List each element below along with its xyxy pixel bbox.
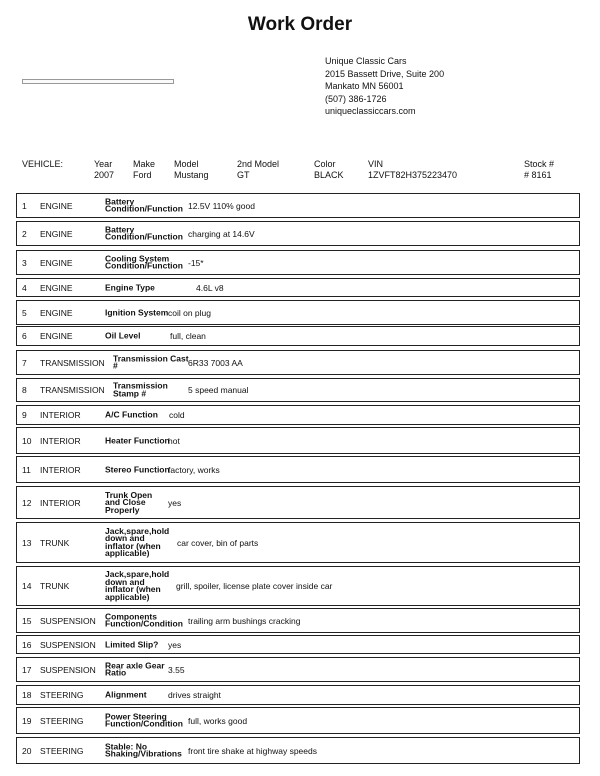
row-value: yes: [168, 497, 182, 508]
row-value: 4.6L v8: [196, 282, 224, 293]
table-row: [16, 378, 580, 402]
vehicle-year: [94, 159, 114, 181]
row-category: INTERIOR: [40, 497, 81, 508]
row-value: grill, spoiler, license plate cover inside car: [176, 581, 333, 591]
row-label: Jack,spare,hold down and inflator (when applicable): [105, 569, 170, 602]
table-row: [16, 350, 580, 375]
row-number: 1: [22, 200, 27, 211]
row-value: trailing arm bushings cracking: [188, 615, 301, 626]
row-number: 10: [22, 435, 32, 446]
row-number: 16: [22, 639, 32, 650]
company-web: uniqueclassiccars.com: [325, 106, 416, 117]
row-category: INTERIOR: [40, 464, 81, 475]
row-label: Transmission Cast #: [113, 353, 189, 371]
color-value: BLACK: [314, 170, 344, 180]
row-label: A/C Function: [105, 409, 158, 420]
table-row: [16, 250, 580, 275]
row-label: Stable: No Shaking/Vibrations: [105, 741, 182, 759]
vin-header: VIN: [368, 159, 384, 169]
row-value: charging at 14.6V: [188, 228, 255, 239]
row-value: coil on plug: [168, 307, 212, 318]
row-value: -15*: [188, 257, 204, 268]
row-number: 15: [22, 615, 32, 626]
vehicle-vin: [368, 159, 457, 181]
row-value: yes: [168, 639, 182, 650]
row-category: ENGINE: [40, 307, 73, 318]
row-label: Transmission Stamp #: [113, 380, 168, 398]
vehicle-model2: [237, 159, 279, 181]
row-category: STEERING: [40, 690, 84, 700]
table-row: [16, 707, 580, 734]
vehicle-stock: [524, 159, 554, 181]
row-category: TRANSMISSION: [40, 385, 105, 395]
row-label: Stereo Function: [105, 463, 170, 474]
row-category: ENGINE: [40, 331, 73, 341]
row-label: Power Steering Function/Condition: [105, 711, 183, 729]
row-category: SUSPENSION: [40, 639, 96, 650]
row-number: 17: [22, 664, 32, 675]
row-category: STEERING: [40, 745, 84, 756]
model2-header: 2nd Model: [237, 159, 280, 169]
row-label: Ignition System: [105, 306, 169, 317]
year-header: Year: [94, 159, 113, 169]
company-name: Unique Classic Cars: [325, 56, 407, 66]
stock-value: # 8161: [524, 170, 552, 180]
row-label: Trunk Open and Close Properly: [105, 489, 153, 515]
company-phone: (507) 386-1726: [325, 93, 387, 104]
table-row: [16, 326, 580, 346]
row-value: full, clean: [170, 331, 206, 341]
table-row: [16, 193, 580, 218]
vehicle-make: [133, 159, 155, 181]
row-number: 13: [22, 537, 32, 548]
row-number: 2: [22, 228, 27, 239]
year-value: 2007: [94, 170, 115, 180]
table-row: [16, 608, 580, 633]
make-header: Make: [133, 159, 156, 169]
row-label: Engine Type: [105, 281, 155, 292]
row-label: Jack,spare,hold down and inflator (when applicable): [105, 525, 170, 558]
table-row: [16, 522, 580, 563]
row-category: INTERIOR: [40, 410, 81, 420]
company-street: 2015 Bassett Drive, Suite 200: [325, 68, 445, 79]
table-row: [16, 300, 580, 325]
page-title: Work Order: [247, 14, 353, 35]
row-number: 12: [22, 497, 32, 508]
table-row: [16, 685, 580, 705]
row-number: 5: [22, 307, 27, 318]
row-category: SUSPENSION: [40, 664, 96, 675]
row-value: factory, works: [168, 464, 220, 475]
row-value: full, works good: [188, 715, 248, 726]
row-number: 3: [22, 257, 27, 268]
row-number: 4: [22, 282, 27, 293]
row-label: Oil Level: [105, 330, 141, 341]
stock-header: Stock #: [524, 159, 555, 169]
row-value: drives straight: [168, 690, 221, 700]
row-number: 20: [22, 745, 32, 756]
table-row: [16, 278, 580, 297]
company-city: Mankato MN 56001: [325, 81, 404, 92]
row-category: ENGINE: [40, 257, 73, 268]
row-number: 9: [22, 410, 27, 420]
vin-value: 1ZVFT82H375223470: [368, 170, 458, 180]
row-label: Battery Condition/Function: [105, 196, 183, 214]
row-category: STEERING: [40, 715, 84, 726]
table-row: [16, 486, 580, 519]
table-row: [16, 456, 580, 483]
row-value: 3.55: [168, 664, 185, 675]
row-value: 5 speed manual: [188, 385, 249, 395]
row-category: ENGINE: [40, 282, 73, 293]
row-category: TRUNK: [40, 537, 70, 548]
table-row: [16, 657, 580, 682]
row-number: 11: [22, 464, 31, 475]
row-category: ENGINE: [40, 228, 73, 239]
table-row: [16, 405, 580, 425]
vehicle-label: VEHICLE:: [22, 159, 64, 169]
table-row: [16, 427, 580, 454]
row-value: hot: [168, 435, 180, 446]
model-header: Model: [174, 159, 199, 169]
row-label: Heater Function: [105, 434, 170, 445]
company-address: [325, 55, 444, 118]
row-label: Components Function/Condition: [105, 611, 183, 629]
vehicle-color: [314, 159, 344, 181]
color-header: Color: [314, 159, 336, 169]
row-number: 7: [22, 357, 27, 368]
row-value: 6R33 7003 AA: [188, 357, 243, 368]
row-label: Limited Slip?: [105, 638, 159, 649]
row-category: SUSPENSION: [40, 615, 96, 626]
row-value: 12.5V 110% good: [188, 200, 255, 211]
row-value: car cover, bin of parts: [177, 537, 259, 548]
progress-bar: [22, 79, 174, 84]
row-label: Rear axle Gear Ratio: [105, 660, 165, 678]
row-label: Cooling System Condition/Function: [105, 253, 183, 271]
row-number: 6: [22, 331, 27, 341]
row-category: INTERIOR: [40, 435, 81, 446]
row-number: 19: [22, 715, 32, 726]
row-number: 8: [22, 385, 27, 395]
table-row: [16, 221, 580, 246]
row-label: Battery Condition/Function: [105, 224, 183, 242]
row-category: TRANSMISSION: [40, 357, 105, 368]
table-row: [16, 737, 580, 764]
table-row: [16, 635, 580, 654]
vehicle-model: [174, 159, 209, 181]
model2-value: GT: [237, 170, 250, 180]
model-value: Mustang: [174, 170, 209, 180]
row-label: Alignment: [105, 689, 147, 700]
table-row: [16, 566, 580, 606]
row-value: cold: [169, 410, 185, 420]
row-number: 18: [22, 690, 32, 700]
row-category: ENGINE: [40, 200, 73, 211]
row-category: TRUNK: [40, 581, 70, 591]
row-number: 14: [22, 581, 32, 591]
make-value: Ford: [133, 170, 152, 180]
row-value: front tire shake at highway speeds: [188, 745, 317, 756]
